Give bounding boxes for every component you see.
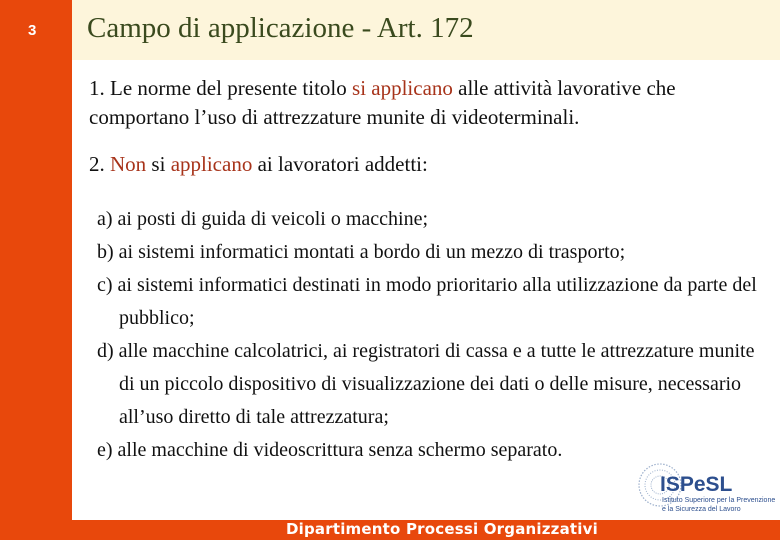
paragraph-1-prefix: 1. Le norme del presente titolo [89,76,353,100]
content-area [72,60,780,520]
list-item-e: e) alle macchine di videoscrittura senza schermo separato. [97,439,563,461]
paragraph-1-suffix: alle attività lavorative che comportano l’uso di attrezzature munite di videoterminali. [89,76,676,129]
list-item-a: a) ai posti di guida di veicoli o macchine; [97,208,429,230]
paragraph-2-applicano: applicano [170,152,253,176]
paragraph-1-highlight: si applicano [352,76,453,100]
list-item-b: b) ai sistemi informatici montati a bordo di un mezzo di trasporto; [97,241,626,263]
ispesl-logo [636,455,778,520]
sidebar-bar [0,0,72,540]
slide-number: 3 [28,22,37,39]
paragraph-2 [89,152,428,177]
list-item-c: c) ai sistemi informatici destinati in modo prioritario alla utilizzazione da parte del pubblico; [97,274,757,329]
paragraph-2-suffix: ai lavoratori addetti: [252,152,428,176]
logo-name: ISPeSL [660,473,733,496]
title-bar [72,0,780,60]
paragraph-2-non: Non [110,152,147,176]
paragraph-1 [89,74,769,132]
footer-bar [72,520,780,540]
paragraph-2-number: 2. [89,152,110,176]
footer-text: Dipartimento Processi Organizzativi [286,520,598,538]
logo-tagline-1: Istituto Superiore per la Prevenzione [662,497,776,504]
paragraph-2-middle: si [146,152,171,176]
logo-tagline-2: e la Sicurezza del Lavoro [662,506,741,513]
list-item-d: d) alle macchine calcolatrici, ai registratori di cassa e a tutte le attrezzature munite di un piccolo dispositivo di visualizzazione dei dati o delle misure, necessario all’uso diretto di tale attrezzatura; [97,340,755,428]
slide-title: Campo di applicazione - Art. 172 [87,12,474,44]
exclusion-list [97,203,772,467]
